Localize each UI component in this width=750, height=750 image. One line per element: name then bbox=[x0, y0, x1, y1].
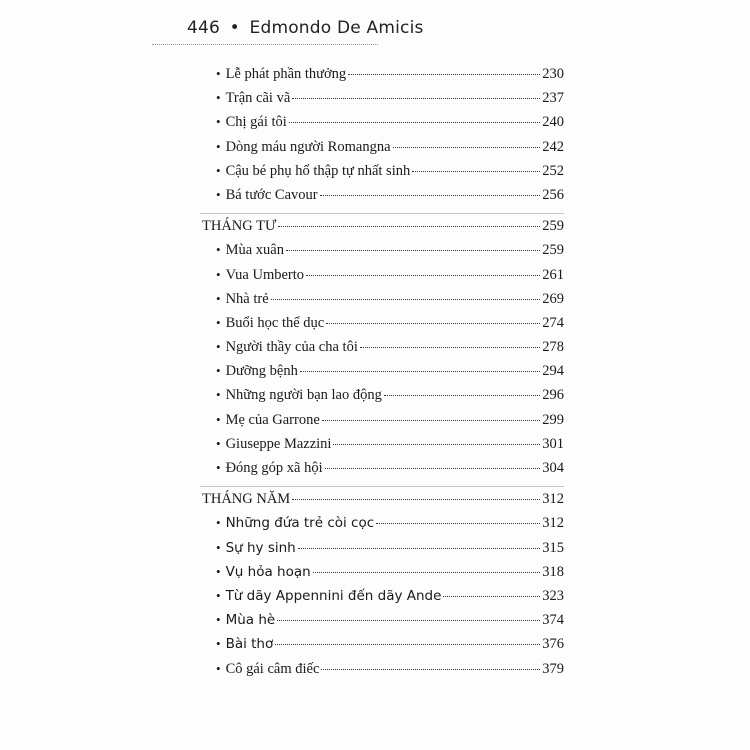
bullet-icon: • bbox=[216, 660, 221, 676]
toc-page-number: 274 bbox=[542, 314, 564, 331]
toc-entry bbox=[200, 387, 564, 411]
header-separator: • bbox=[229, 18, 240, 38]
toc-entry bbox=[200, 363, 564, 387]
toc-title: Dưỡng bệnh bbox=[225, 363, 298, 380]
toc-page-number: 252 bbox=[542, 162, 564, 179]
toc-page-number: 312 bbox=[542, 491, 564, 508]
dot-leader bbox=[306, 275, 540, 276]
dot-leader bbox=[275, 644, 540, 645]
toc-title: Dòng máu người Romangna bbox=[225, 138, 391, 155]
toc-title: Mùa xuân bbox=[225, 242, 284, 259]
toc-title: THÁNG NĂM bbox=[202, 491, 291, 508]
dot-leader bbox=[278, 226, 540, 227]
bullet-icon: • bbox=[216, 363, 221, 379]
toc-page-number: 294 bbox=[542, 363, 564, 380]
toc-title: Bài thơ bbox=[225, 636, 274, 653]
toc-page-number: 230 bbox=[542, 66, 564, 82]
toc-page-number: 301 bbox=[542, 435, 564, 452]
toc-entry bbox=[200, 267, 564, 291]
toc-title: Những người bạn lao động bbox=[225, 387, 382, 404]
dot-leader bbox=[384, 395, 540, 396]
table-of-contents bbox=[200, 66, 564, 685]
toc-title: Sự hy sinh bbox=[225, 539, 296, 556]
bullet-icon: • bbox=[216, 636, 221, 652]
toc-page-number: 261 bbox=[542, 266, 564, 283]
toc-page-number: 323 bbox=[542, 587, 564, 604]
toc-page-number: 315 bbox=[542, 539, 564, 556]
toc-entry bbox=[200, 412, 564, 436]
toc-title: Những đứa trẻ còi cọc bbox=[225, 515, 375, 532]
toc-entry bbox=[200, 588, 564, 612]
bullet-icon: • bbox=[216, 66, 221, 81]
bullet-icon: • bbox=[216, 162, 221, 178]
bullet-icon: • bbox=[216, 90, 221, 106]
dot-leader bbox=[313, 572, 541, 573]
toc-entry bbox=[200, 90, 564, 114]
toc-title: Mẹ của Garrone bbox=[225, 411, 320, 428]
toc-title: Người thầy của cha tôi bbox=[225, 339, 358, 356]
bullet-icon: • bbox=[216, 587, 221, 603]
bullet-icon: • bbox=[216, 563, 221, 579]
dot-leader bbox=[298, 548, 541, 549]
toc-title: Từ dãy Appennini đến dãy Ande bbox=[225, 587, 442, 604]
toc-entry bbox=[200, 163, 564, 187]
toc-page-number: 237 bbox=[542, 90, 564, 107]
bullet-icon: • bbox=[216, 387, 221, 403]
dot-leader bbox=[292, 499, 540, 500]
bullet-icon: • bbox=[216, 411, 221, 427]
toc-title: Bá tước Cavour bbox=[225, 186, 318, 203]
dot-leader bbox=[292, 98, 540, 99]
toc-entry bbox=[200, 242, 564, 266]
header-rule bbox=[152, 44, 378, 45]
toc-entry bbox=[200, 436, 564, 460]
toc-entry bbox=[200, 661, 564, 685]
section-divider bbox=[200, 213, 564, 214]
dot-leader bbox=[325, 468, 541, 469]
toc-entry bbox=[200, 636, 564, 660]
toc-title: Nhà trẻ bbox=[225, 290, 269, 307]
bullet-icon: • bbox=[216, 314, 221, 330]
dot-leader bbox=[271, 299, 541, 300]
toc-page-number: 312 bbox=[542, 515, 564, 532]
toc-title: Cậu bé phụ hổ thập tự nhất sinh bbox=[225, 162, 411, 179]
toc-title: Lễ phát phần thưởng bbox=[225, 66, 347, 82]
toc-title: Đóng góp xã hội bbox=[225, 460, 323, 476]
bullet-icon: • bbox=[216, 515, 221, 531]
dot-leader bbox=[412, 171, 540, 172]
toc-title: Cô gái câm điếc bbox=[225, 660, 320, 677]
toc-page-number: 376 bbox=[542, 636, 564, 653]
bullet-icon: • bbox=[216, 539, 221, 555]
toc-entry bbox=[200, 540, 564, 564]
toc-page-number: 304 bbox=[542, 460, 564, 476]
toc-page-number: 259 bbox=[542, 242, 564, 259]
dot-leader bbox=[320, 195, 541, 196]
toc-title: Vua Umberto bbox=[225, 266, 305, 283]
author-name: Edmondo De Amicis bbox=[249, 18, 424, 38]
dot-leader bbox=[376, 523, 540, 524]
dot-leader bbox=[333, 444, 540, 445]
section-divider bbox=[200, 486, 564, 487]
toc-entry bbox=[200, 139, 564, 163]
dot-leader bbox=[286, 250, 540, 251]
toc-page-number: 318 bbox=[542, 563, 564, 580]
toc-entry bbox=[200, 114, 564, 138]
toc-page-number: 299 bbox=[542, 411, 564, 428]
dot-leader bbox=[289, 122, 540, 123]
toc-entry bbox=[200, 315, 564, 339]
toc-entry bbox=[200, 187, 564, 211]
dot-leader bbox=[300, 371, 540, 372]
toc-title: Giuseppe Mazzini bbox=[225, 435, 332, 452]
running-header bbox=[187, 18, 424, 38]
bullet-icon: • bbox=[216, 242, 221, 258]
bullet-icon: • bbox=[216, 612, 221, 628]
dot-leader bbox=[443, 596, 540, 597]
toc-entry bbox=[200, 460, 564, 484]
toc-page-number: 242 bbox=[542, 138, 564, 155]
toc-title: Vụ hỏa hoạn bbox=[225, 563, 311, 580]
toc-page-number: 240 bbox=[542, 114, 564, 131]
toc-page-number: 256 bbox=[542, 186, 564, 203]
toc-title: Mùa hè bbox=[225, 612, 276, 629]
toc-section bbox=[200, 491, 564, 515]
page-number: 446 bbox=[187, 18, 221, 38]
toc-entry bbox=[200, 291, 564, 315]
toc-title: Trận cãi vã bbox=[225, 90, 291, 107]
bullet-icon: • bbox=[216, 460, 221, 475]
toc-page-number: 259 bbox=[542, 218, 564, 235]
bullet-icon: • bbox=[216, 435, 221, 451]
toc-section bbox=[200, 218, 564, 242]
dot-leader bbox=[326, 323, 540, 324]
toc-page-number: 278 bbox=[542, 339, 564, 356]
dot-leader bbox=[348, 74, 540, 75]
bullet-icon: • bbox=[216, 339, 221, 355]
toc-entry bbox=[200, 66, 564, 90]
bullet-icon: • bbox=[216, 114, 221, 130]
toc-entry bbox=[200, 612, 564, 636]
toc-entry bbox=[200, 515, 564, 539]
toc-page-number: 269 bbox=[542, 290, 564, 307]
dot-leader bbox=[277, 620, 540, 621]
dot-leader bbox=[360, 347, 540, 348]
toc-entry bbox=[200, 339, 564, 363]
toc-page-number: 296 bbox=[542, 387, 564, 404]
bullet-icon: • bbox=[216, 186, 221, 202]
dot-leader bbox=[322, 420, 540, 421]
bullet-icon: • bbox=[216, 290, 221, 306]
toc-page-number: 379 bbox=[542, 660, 564, 677]
toc-page-number: 374 bbox=[542, 612, 564, 629]
toc-entry bbox=[200, 564, 564, 588]
bullet-icon: • bbox=[216, 138, 221, 154]
toc-title: THÁNG TƯ bbox=[202, 218, 277, 235]
toc-title: Buổi học thể dục bbox=[225, 314, 325, 331]
bullet-icon: • bbox=[216, 266, 221, 282]
dot-leader bbox=[393, 147, 541, 148]
dot-leader bbox=[321, 669, 540, 670]
toc-title: Chị gái tôi bbox=[225, 114, 287, 131]
